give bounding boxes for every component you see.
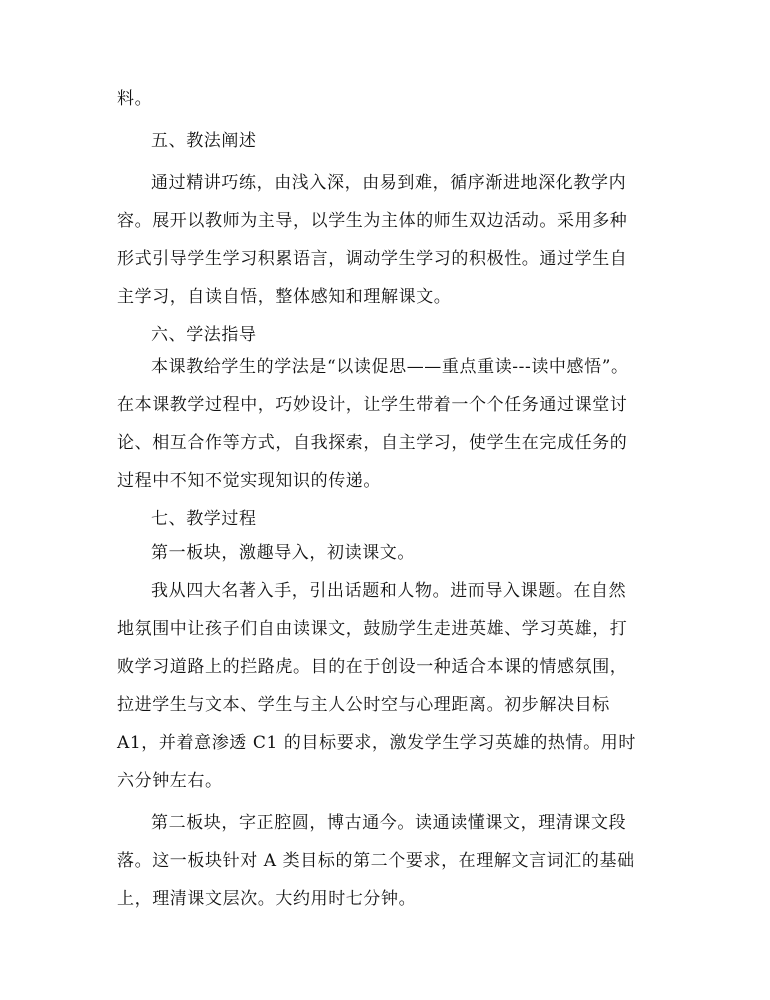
text-line: 形式引导学生学习积累语言，调动学生学习的积极性。通过学生自 — [117, 249, 628, 269]
text-line: 通过精讲巧练，由浅入深，由易到难，循序渐进地深化教学内 — [151, 173, 627, 193]
text-line: 地氛围中让孩子们自由读课文，鼓励学生走进英雄、学习英雄，打 — [117, 619, 628, 639]
section-heading-5: 五、教法阐述 — [151, 131, 257, 151]
text-line: 容。展开以教师为主导，以学生为主体的师生双边活动。采用多种 — [117, 211, 628, 231]
text-line: 过程中不知不觉实现知识的传递。 — [117, 471, 381, 491]
text-line: 败学习道路上的拦路虎。目的在于创设一种适合本课的情感氛围， — [117, 657, 628, 677]
text-line: 落。这一板块针对 A 类目标的第二个要求，在理解文言词汇的基础 — [117, 851, 635, 871]
text-line: 第二板块，字正腔圆，博古通今。读通读懂课文，理清课文段 — [151, 813, 627, 833]
text-line: 论、相互合作等方式，自我探索，自主学习，使学生在完成任务的 — [117, 433, 628, 453]
section-heading-6: 六、学法指导 — [151, 325, 257, 345]
text-line: 本课教给学生的学法是“以读促思——重点重读---读中感悟”。 — [151, 357, 629, 377]
text-line: 在本课教学过程中，巧妙设计，让学生带着一个个任务通过课堂讨 — [117, 395, 628, 415]
text-line: 我从四大名著入手，引出话题和人物。进而导入课题。在自然 — [151, 581, 627, 601]
text-line: 拉进学生与文本、学生与主人公时空与心理距离。初步解决目标 — [117, 695, 610, 715]
text-line: 上，理清课文层次。大约用时七分钟。 — [117, 889, 417, 909]
text-line: 六分钟左右。 — [117, 771, 223, 791]
text-line: 主学习，自读自悟，整体感知和理解课文。 — [117, 287, 452, 307]
text-line: 料。 — [117, 89, 153, 109]
text-line: 第一板块，激趣导入，初读课文。 — [151, 543, 415, 563]
section-heading-7: 七、教学过程 — [151, 509, 257, 529]
text-line: A1，并着意渗透 C1 的目标要求，激发学生学习英雄的热情。用时 — [117, 733, 636, 753]
